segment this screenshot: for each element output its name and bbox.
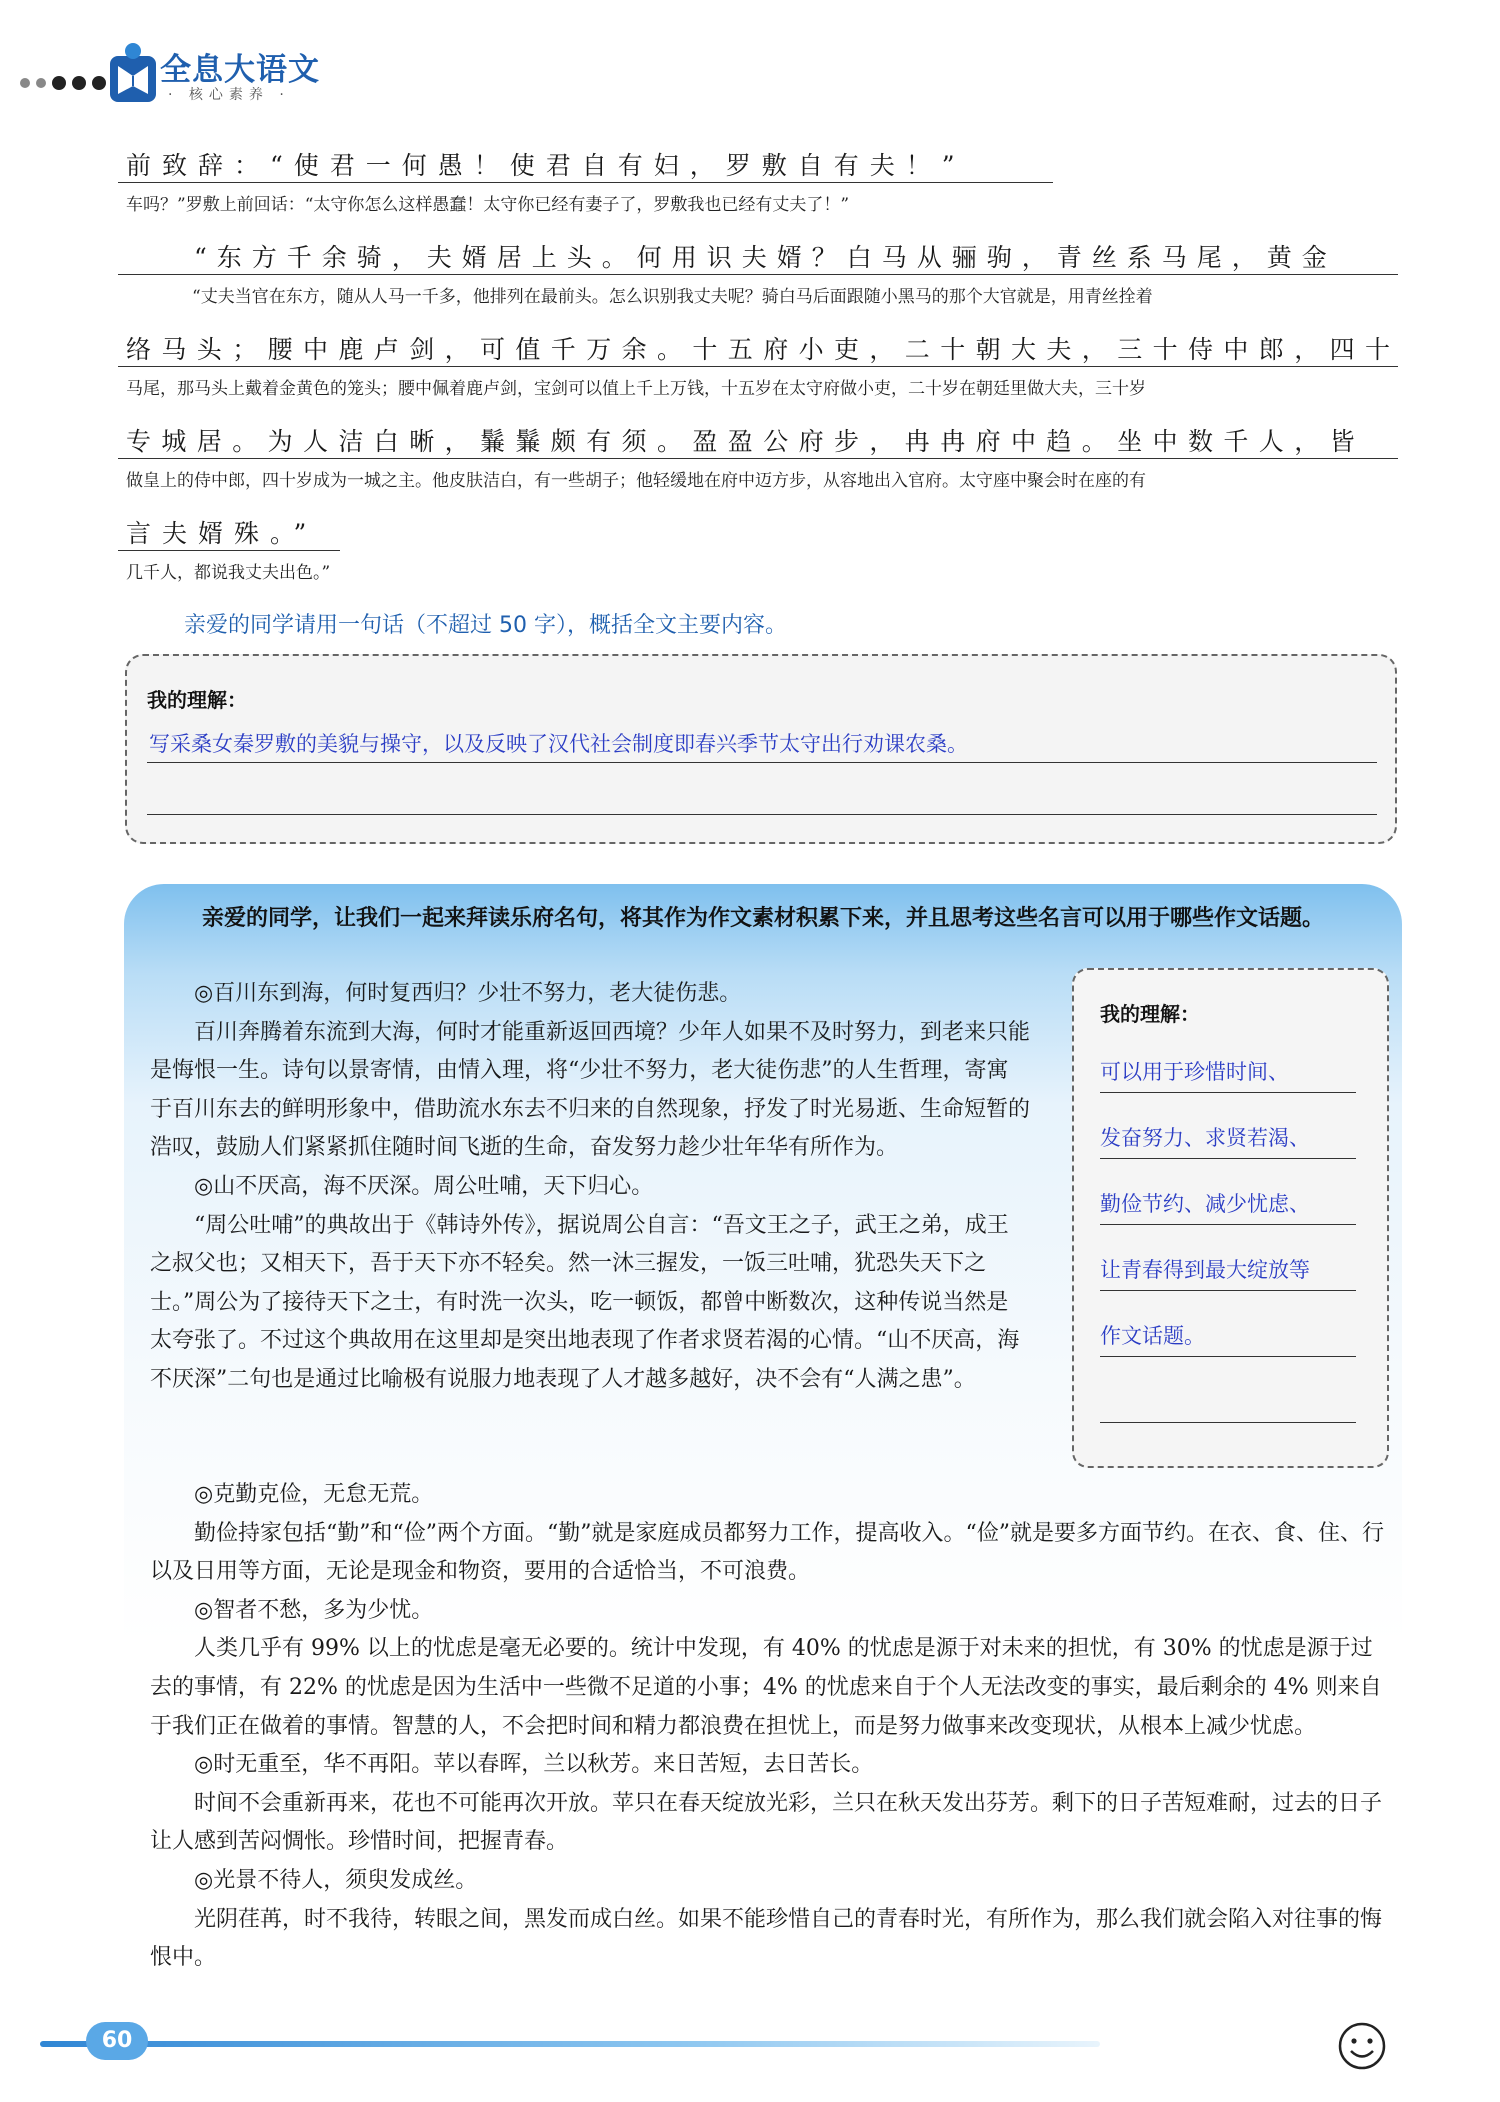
side-answer-line[interactable]: 可以用于珍惜时间、	[1100, 1060, 1289, 1084]
poem-line: 络马头；腰中鹿卢剑，可值千万余。十五府小吏，二十朝大夫，三十侍中郎，四十	[126, 335, 1401, 364]
panel-intro: 亲爱的同学，让我们一起来拜读乐府名句，将其作为作文素材积累下来，并且思考这些名言可以用于哪些作文话题。	[202, 906, 1325, 931]
explanation-paragraph: “周公吐哺”的典故出于《韩诗外传》，据说周公自言：“吾文王之子，武王之弟，成王之叔父也；又相天下，吾于天下亦不轻矣。然一沐三握发，一饭三吐哺，犹恐失天下之士。”周公为了接待天下之士，有时洗一次头，吃一顿饭，都曾中断数次，这种传说当然是太夸张了。不过这个典故用在这里却是突出地表现了作者求贤若渴的心情。“山不厌高，海不厌深”二句也是通过比喻极有说服力地表现了人才越多越好，决不会有“人满之患”。	[150, 1212, 1020, 1392]
footer-line	[40, 2041, 1100, 2047]
side-answer-line[interactable]: 勤俭节约、减少忧虑、	[1100, 1192, 1310, 1216]
famous-quote: ◎光景不待人，须臾发成丝。	[194, 1867, 478, 1893]
famous-quote: ◎山不厌高，海不厌深。周公吐哺，天下归心。	[194, 1173, 654, 1199]
famous-quote: ◎智者不愁，多为少忧。	[194, 1597, 434, 1623]
answer-line	[1100, 1422, 1356, 1423]
answer-line	[1100, 1158, 1356, 1159]
narrow-column	[150, 975, 1030, 1400]
side-understanding-box	[1072, 968, 1389, 1468]
poem-line: 言夫婿殊。”	[126, 519, 318, 548]
poem-translation: “丈夫当官在东方，随从人马一千多，他排列在最前头。怎么识别我丈夫呢？骑白马后面跟随小黑马的那个大官就是，用青丝拴着	[192, 287, 1153, 307]
side-answer-line[interactable]: 让青春得到最大绽放等	[1100, 1258, 1310, 1282]
answer-line	[1100, 1092, 1356, 1093]
underline	[118, 458, 1398, 459]
answer-line	[1100, 1290, 1356, 1291]
header-dots	[20, 76, 106, 90]
poem-translation: 几千人，都说我丈夫出色。”	[126, 563, 331, 583]
underline	[118, 550, 340, 551]
famous-quote: ◎克勤克俭，无怠无荒。	[194, 1482, 434, 1507]
famous-quote: ◎百川东到海，何时复西归？少壮不努力，老大徒伤悲。	[194, 981, 742, 1006]
famous-quote: ◎时无重至，华不再阳。苹以春晖，兰以秋芳。来日苦短，去日苦长。	[194, 1752, 874, 1778]
underline	[118, 274, 1398, 275]
page-number: 60	[86, 2022, 148, 2060]
side-answer-line[interactable]: 作文话题。	[1100, 1324, 1205, 1348]
poem-line: 前致辞：“使君一何愚！使君自有妇，罗敷自有夫！”	[126, 151, 966, 180]
explanation-paragraph: 时间不会重新再来，花也不可能再次开放。苹只在春天绽放光彩，兰只在秋天发出芬芳。剩下的日子苦短难耐，过去的日子让人感到苦闷惆怅。珍惜时间，把握青春。	[150, 1790, 1383, 1855]
poem-line: 专城居。为人洁白晰，鬑鬑颇有须。盈盈公府步，冉冉府中趋。坐中数千人，皆	[126, 427, 1366, 456]
poem-line: “东方千余骑，夫婿居上头。何用识夫婿？白马从骊驹，青丝系马尾，黄金	[194, 243, 1337, 272]
answer-line	[1100, 1356, 1356, 1357]
answer-line	[1100, 1224, 1356, 1225]
dot-icon	[20, 78, 30, 88]
poem-translation: 做皇上的侍中郎，四十岁成为一城之主。他皮肤洁白，有一些胡子；他轻缓地在府中迈方步，从容地出入官府。太守座中聚会时在座的有	[126, 471, 1146, 491]
explanation-paragraph: 光阴荏苒，时不我待，转眼之间，黑发而成白丝。如果不能珍惜自己的青春时光，有所作为，那么我们就会陷入对往事的悔恨中。	[150, 1906, 1383, 1971]
smiley-icon	[1336, 2020, 1388, 2072]
dot-icon	[36, 78, 46, 88]
box-label: 我的理解：	[147, 688, 247, 712]
dot-icon	[72, 76, 86, 90]
book-logo-icon	[108, 42, 158, 104]
explanation-paragraph: 人类几乎有 99% 以上的忧虑是毫无必要的。统计中发现，有 40% 的忧虑是源于对未来的担忧，有 30% 的忧虑是源于过去的事情，有 22% 的忧虑是因为生活中一些微不足道的小事；4% 的忧虑来自于个人无法改变的事实，最后剩余的 4% 则来自于我们正在做着的事情。智慧的人，不会把时间和精力都浪费在担忧上，而是努力做事来改变现状，从根本上减少忧虑。	[150, 1636, 1382, 1739]
dot-icon	[92, 76, 106, 90]
underline	[118, 366, 1398, 367]
answer-line	[147, 762, 1377, 763]
poem-translation: 车吗？”罗敷上前回话：“太守你怎么这样愚蠢！太守你已经有妻子了，罗敷我也已经有丈夫了！”	[126, 195, 850, 215]
dot-icon	[52, 76, 66, 90]
wide-column	[150, 1476, 1390, 1978]
answer-line	[147, 814, 1377, 815]
poem-translation: 马尾，那马头上戴着金黄色的笼头；腰中佩着鹿卢剑，宝剑可以值上千上万钱，十五岁在太守府做小吏，二十岁在朝廷里做大夫，三十岁	[126, 379, 1146, 399]
understanding-box	[125, 654, 1397, 844]
box-label: 我的理解：	[1100, 1002, 1200, 1026]
brand-title: 全息大语文	[160, 52, 320, 88]
side-answer-line[interactable]: 发奋努力、求贤若渴、	[1100, 1126, 1310, 1150]
explanation-paragraph: 勤俭持家包括“勤”和“俭”两个方面。“勤”就是家庭成员都努力工作，提高收入。“俭”就是要多方面节约。在衣、食、住、行以及日用等方面，无论是现金和物资，要用的合适恰当，不可浪费。	[150, 1520, 1384, 1585]
answer-text[interactable]: 写采桑女秦罗敷的美貌与操守，以及反映了汉代社会制度即春兴季节太守出行劝课农桑。	[149, 732, 968, 756]
question-prompt: 亲爱的同学请用一句话（不超过 50 字），概括全文主要内容。	[184, 613, 787, 638]
underline	[118, 182, 1053, 183]
brand-subtitle: · 核心素养 ·	[168, 87, 290, 103]
explanation-paragraph: 百川奔腾着东流到大海，何时才能重新返回西境？少年人如果不及时努力，到老来只能是悔恨一生。诗句以景寄情，由情入理，将“少壮不努力，老大徒伤悲”的人生哲理，寄寓于百川东去的鲜明形象中，借助流水东去不归来的自然现象，抒发了时光易逝、生命短暂的浩叹，鼓励人们紧紧抓住随时间飞逝的生命，奋发努力趁少壮年华有所作为。	[150, 1019, 1031, 1161]
